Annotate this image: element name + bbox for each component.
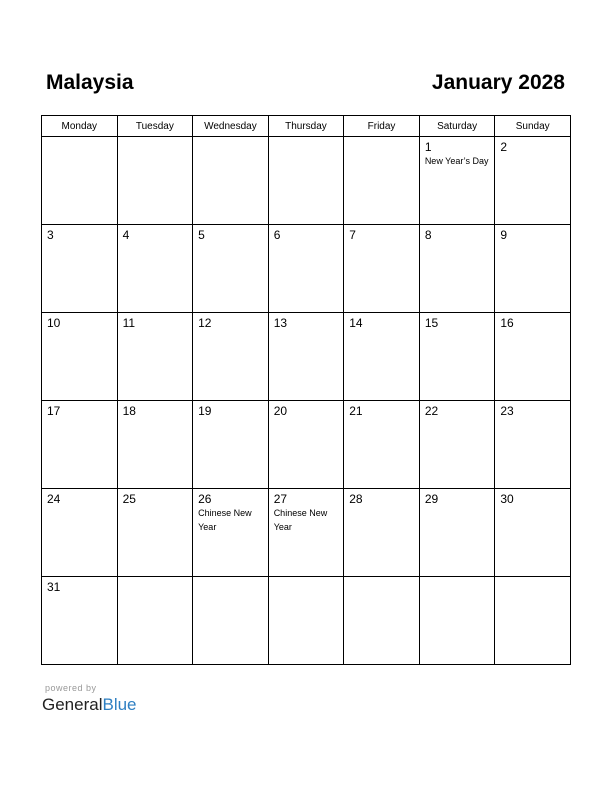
week-row <box>42 577 571 665</box>
day-number: 21 <box>349 404 363 418</box>
day-cell <box>42 225 118 313</box>
day-cell <box>419 577 495 665</box>
day-cell <box>268 577 344 665</box>
day-cell <box>344 313 420 401</box>
day-cell <box>193 489 269 577</box>
day-number: 1 <box>424 140 432 154</box>
day-number: 28 <box>349 492 363 506</box>
day-number: 24 <box>47 492 61 506</box>
weekday-header-row <box>42 116 571 137</box>
week-row <box>42 401 571 489</box>
day-number: 7 <box>349 228 356 242</box>
weekday-monday: Monday <box>42 116 118 137</box>
day-cell <box>495 137 571 225</box>
day-cell <box>495 313 571 401</box>
holiday-label: Chinese New Year <box>273 508 328 532</box>
day-cell <box>193 577 269 665</box>
day-number: 19 <box>198 404 212 418</box>
day-cell <box>117 401 193 489</box>
weekday-saturday: Saturday <box>419 116 495 137</box>
brand-blue-text: Blue <box>102 695 137 714</box>
day-number: 6 <box>273 228 281 242</box>
day-cell <box>495 577 571 665</box>
day-number: 3 <box>47 228 54 242</box>
day-cell <box>344 225 420 313</box>
day-cell <box>268 401 344 489</box>
holiday-label: Chinese New Year <box>198 508 252 532</box>
day-number: 17 <box>47 404 61 418</box>
day-number: 11 <box>122 316 136 330</box>
weekday-sunday: Sunday <box>495 116 571 137</box>
day-number: 14 <box>349 316 363 330</box>
holiday-label: New Year’s Day <box>424 156 489 166</box>
day-number: 16 <box>500 316 514 330</box>
month-year-title: January 2028 <box>431 71 565 94</box>
day-number: 18 <box>122 404 136 418</box>
day-cell <box>42 577 118 665</box>
day-cell <box>117 225 193 313</box>
day-cell <box>344 137 420 225</box>
day-cell <box>419 313 495 401</box>
day-number: 5 <box>198 228 205 242</box>
day-number: 8 <box>424 228 432 242</box>
weekday-wednesday: Wednesday <box>193 116 269 137</box>
day-number: 2 <box>500 140 508 154</box>
day-cell <box>117 137 193 225</box>
week-row <box>42 137 571 225</box>
calendar-grid <box>41 115 571 665</box>
day-cell <box>344 489 420 577</box>
day-number: 12 <box>198 316 212 330</box>
day-cell <box>268 137 344 225</box>
day-number: 4 <box>122 228 130 242</box>
day-cell <box>344 401 420 489</box>
day-number: 29 <box>424 492 439 506</box>
day-cell <box>419 137 495 225</box>
day-number: 23 <box>500 404 514 418</box>
day-cell <box>42 137 118 225</box>
day-number: 26 <box>198 492 212 506</box>
generalblue-logo <box>42 695 137 715</box>
country-title: Malaysia <box>46 71 134 94</box>
week-row <box>42 225 571 313</box>
weekday-friday: Friday <box>344 116 420 137</box>
day-number: 30 <box>500 492 514 506</box>
day-cell <box>42 489 118 577</box>
day-cell <box>495 401 571 489</box>
day-cell <box>42 313 118 401</box>
day-number: 13 <box>273 316 288 330</box>
day-number: 10 <box>47 316 61 330</box>
weekday-tuesday: Tuesday <box>117 116 193 137</box>
day-cell <box>268 313 344 401</box>
weekday-thursday: Thursday <box>268 116 344 137</box>
day-cell <box>268 489 344 577</box>
day-cell <box>419 225 495 313</box>
day-cell <box>193 137 269 225</box>
day-cell <box>193 313 269 401</box>
day-cell <box>268 225 344 313</box>
day-cell <box>344 577 420 665</box>
brand-general-text: General <box>42 695 103 714</box>
day-number: 15 <box>424 316 439 330</box>
day-number: 27 <box>273 492 288 506</box>
day-cell <box>117 577 193 665</box>
day-cell <box>193 225 269 313</box>
day-cell <box>193 401 269 489</box>
day-cell <box>495 225 571 313</box>
day-cell <box>117 489 193 577</box>
day-number: 22 <box>424 404 439 418</box>
week-row <box>42 489 571 577</box>
day-number: 31 <box>47 580 61 594</box>
day-cell <box>419 401 495 489</box>
day-cell <box>42 401 118 489</box>
day-cell <box>419 489 495 577</box>
day-number: 25 <box>122 492 136 506</box>
day-cell <box>117 313 193 401</box>
week-row <box>42 313 571 401</box>
brand-footer <box>42 683 137 715</box>
day-number: 9 <box>500 228 508 242</box>
day-number: 20 <box>273 404 288 418</box>
day-cell <box>495 489 571 577</box>
powered-by-label: powered by <box>45 683 97 693</box>
